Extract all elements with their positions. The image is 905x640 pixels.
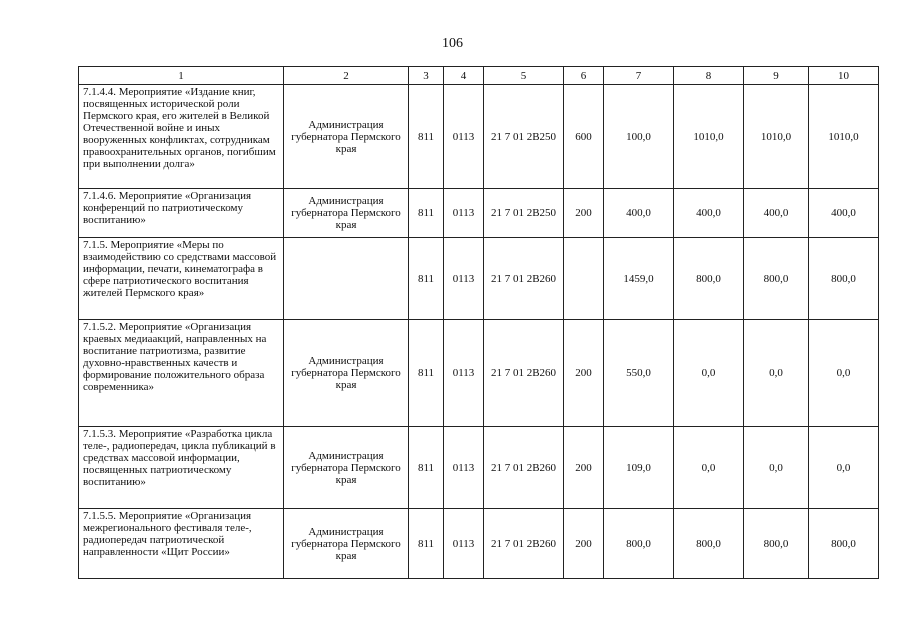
table-row — [79, 85, 879, 189]
measure-name: 7.1.4.4. Мероприятие «Издание книг, посвященных исторической роли Пермского края, его жителей в Великой Отечественной войне и иных вооруженных конфликтах, сотрудникам правоохранительных органов, погибшим при выполнении долга» — [79, 85, 284, 189]
expense-type — [564, 238, 604, 320]
ministry-code: 811 — [409, 189, 444, 238]
table-row — [79, 189, 879, 238]
column-header: 4 — [444, 67, 484, 85]
section-code: 0113 — [444, 238, 484, 320]
amount-col-9: 0,0 — [744, 427, 809, 509]
amount-col-9: 1010,0 — [744, 85, 809, 189]
amount-col-8: 800,0 — [674, 509, 744, 579]
section-code: 0113 — [444, 427, 484, 509]
expense-type: 200 — [564, 320, 604, 427]
amount-col-7: 109,0 — [604, 427, 674, 509]
amount-col-7: 550,0 — [604, 320, 674, 427]
amount-col-7: 800,0 — [604, 509, 674, 579]
amount-col-10: 0,0 — [809, 320, 879, 427]
section-code: 0113 — [444, 509, 484, 579]
target-code: 21 7 01 2B260 — [484, 427, 564, 509]
administrator: Администрация губернатора Пермского края — [284, 427, 409, 509]
amount-col-8: 400,0 — [674, 189, 744, 238]
column-header: 1 — [79, 67, 284, 85]
ministry-code: 811 — [409, 85, 444, 189]
amount-col-9: 0,0 — [744, 320, 809, 427]
budget-table — [78, 66, 879, 579]
page-number: 106 — [442, 36, 463, 51]
target-code: 21 7 01 2B260 — [484, 320, 564, 427]
measure-name: 7.1.5. Мероприятие «Меры по взаимодействию со средствами массовой информации, печати, кинематографа в сфере патриотического воспитания жителей Пермского края» — [79, 238, 284, 320]
amount-col-9: 800,0 — [744, 238, 809, 320]
amount-col-10: 0,0 — [809, 427, 879, 509]
amount-col-8: 0,0 — [674, 320, 744, 427]
measure-name: 7.1.5.2. Мероприятие «Организация краевых медиаакций, направленных на воспитание патриотизма, развитие духовно-нравственных качеств и формирование положительного образа современника» — [79, 320, 284, 427]
column-header: 8 — [674, 67, 744, 85]
amount-col-10: 1010,0 — [809, 85, 879, 189]
ministry-code: 811 — [409, 509, 444, 579]
amount-col-8: 0,0 — [674, 427, 744, 509]
amount-col-9: 400,0 — [744, 189, 809, 238]
section-code: 0113 — [444, 85, 484, 189]
amount-col-7: 400,0 — [604, 189, 674, 238]
expense-type: 600 — [564, 85, 604, 189]
expense-type: 200 — [564, 509, 604, 579]
measure-name: 7.1.4.6. Мероприятие «Организация конференций по патриотическому воспитанию» — [79, 189, 284, 238]
ministry-code: 811 — [409, 320, 444, 427]
amount-col-9: 800,0 — [744, 509, 809, 579]
target-code: 21 7 01 2B250 — [484, 189, 564, 238]
measure-name: 7.1.5.3. Мероприятие «Разработка цикла теле-, радиопередач, цикла публикаций в средствах массовой информации, посвященных патриотическому воспитанию» — [79, 427, 284, 509]
amount-col-8: 1010,0 — [674, 85, 744, 189]
table-row — [79, 238, 879, 320]
column-header: 9 — [744, 67, 809, 85]
amount-col-7: 1459,0 — [604, 238, 674, 320]
column-header: 5 — [484, 67, 564, 85]
administrator — [284, 238, 409, 320]
target-code: 21 7 01 2B250 — [484, 85, 564, 189]
column-header: 6 — [564, 67, 604, 85]
column-header: 2 — [284, 67, 409, 85]
administrator: Администрация губернатора Пермского края — [284, 85, 409, 189]
column-header: 3 — [409, 67, 444, 85]
target-code: 21 7 01 2B260 — [484, 238, 564, 320]
amount-col-8: 800,0 — [674, 238, 744, 320]
ministry-code: 811 — [409, 427, 444, 509]
table-header-row — [79, 67, 879, 85]
target-code: 21 7 01 2B260 — [484, 509, 564, 579]
expense-type: 200 — [564, 189, 604, 238]
measure-name: 7.1.5.5. Мероприятие «Организация межрегионального фестиваля теле-, радиопередач патриотической направленности «Щит России» — [79, 509, 284, 579]
amount-col-10: 800,0 — [809, 238, 879, 320]
column-header: 10 — [809, 67, 879, 85]
section-code: 0113 — [444, 189, 484, 238]
amount-col-7: 100,0 — [604, 85, 674, 189]
column-header: 7 — [604, 67, 674, 85]
amount-col-10: 400,0 — [809, 189, 879, 238]
table-row — [79, 320, 879, 427]
administrator: Администрация губернатора Пермского края — [284, 320, 409, 427]
administrator: Администрация губернатора Пермского края — [284, 509, 409, 579]
section-code: 0113 — [444, 320, 484, 427]
ministry-code: 811 — [409, 238, 444, 320]
administrator: Администрация губернатора Пермского края — [284, 189, 409, 238]
expense-type: 200 — [564, 427, 604, 509]
table-row — [79, 427, 879, 509]
table-row — [79, 509, 879, 579]
amount-col-10: 800,0 — [809, 509, 879, 579]
